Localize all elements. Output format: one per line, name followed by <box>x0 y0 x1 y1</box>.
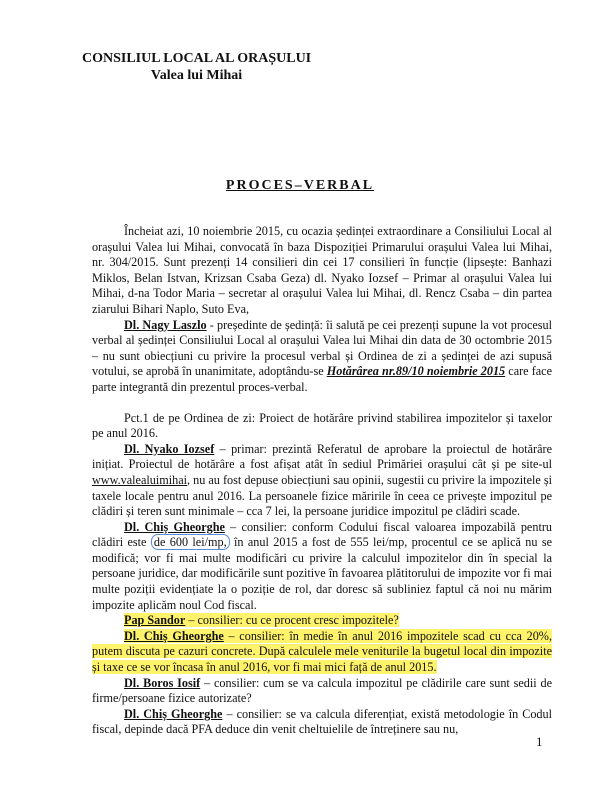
intro-paragraph <box>92 224 552 318</box>
chis1-text-2: în anul 2015 a fost de 555 lei/mp, procentul ce se aplică nu se modifică; vor fi mai multe modificări cu privire la calculul impozitelor din în special la persoane juridice, dar modificările sunt pozitive în favoarea plătitorului de impozite vor fi mai multe poziții evidențiate la o poziție de rol, dar doresc să subliniez faptul că noi nu mărim impozite aplicăm noul Cod fiscal. <box>92 535 552 612</box>
decision-reference: Hotărârea nr.89/10 noiembrie 2015 <box>326 364 506 379</box>
document-body <box>92 224 552 738</box>
speaker-nyako: Dl. Nyako Iozsef <box>124 441 215 456</box>
paragraph-chis-1 <box>92 520 552 614</box>
document-title: PROCES–VERBAL <box>225 178 375 193</box>
page-number: 1 <box>536 734 543 749</box>
intro-text: Încheiat azi, 10 noiembrie 2015, cu ocazia ședinței extraordinare a Consiliului Local al orașului Valea lui Mihai, convocată în baza Dispoziției Primarului orașului Valea lui Mihai, nr. 304/2015. Sunt prezenți 14 consilieri din cei 17 consilieri în funcție (lipsește: Banhazi Miklos, Belan Istvan, Krizsan Csaba Geza) dl. Nyako Iozsef – Primar al orașului Valea lui Mihai, d-na Todor Maria – secretar al orașului Valea lui Mihai, dl. Rencz Csaba – din partea ziarului Bihari Naplo, Suto Eva, <box>92 224 552 316</box>
paragraph-pap <box>92 613 552 629</box>
speaker-chis-1: Dl. Chiș Gheorghe <box>124 519 225 534</box>
nagy-text-1: - președinte de ședință: îi salută pe cei prezenți supune la vot procesul verbal al ședinței Consiliului Local al orașului Valea lui Mihai din data de 30 octombrie 2015 – nu sunt obiecțiuni cu privire la procesul verbal și Ordinea de zi a ședinței de azi supusă votului, se aprobă în unanimitate, adoptându-se <box>92 317 553 379</box>
document-header <box>82 50 311 84</box>
boros-text: – consilier: cum se va calcula impozitul pe clădirile care sunt sedii de firme/persoane fizice autorizate? <box>92 675 552 706</box>
paragraph-nagy <box>92 318 552 396</box>
speaker-pap: Pap Sandor <box>124 613 186 628</box>
paragraph-chis-3 <box>92 707 552 738</box>
town-name: Valea lui Mihai <box>150 68 243 83</box>
agenda-paragraph <box>92 411 552 442</box>
speaker-chis-2: Dl. Chiș Gheorghe <box>124 628 224 643</box>
chis3-text: – consilier: se va calcula diferențiat, există metodologie în Codul fiscal, depinde dacă PFA deduce din venit cheltuielile de întreținere sau nu, <box>92 706 552 737</box>
nagy-text-2: care face parte integrantă din prezentul proces-verbal. <box>92 364 552 394</box>
website-link[interactable]: www.valealuimihai <box>92 472 187 487</box>
speaker-nagy: Dl. Nagy Laszlo <box>124 317 207 332</box>
value-highlight: de 600 lei/mp, <box>151 534 230 550</box>
pap-text: – consilier: cu ce procent cresc impozitele? <box>185 613 399 628</box>
paragraph-chis-2 <box>92 629 552 676</box>
agenda-text: Pct.1 de pe Ordinea de zi: Proiect de hotărâre privind stabilirea impozitelor și taxelor pe anul 2016. <box>92 410 552 441</box>
chis2-text: – consilier: în medie în anul 2016 impozitele scad cu cca 20%, putem discuta pe cazuri concrete. După calculele mele veniturile la bugetul local din impozite și taxe ce se vor încasa în anul 2016, vor fi mai mici față de anul 2015. <box>92 628 552 675</box>
speaker-chis-3: Dl. Chiș Gheorghe <box>124 706 223 721</box>
council-name: CONSILIUL LOCAL AL ORAȘULUI <box>82 51 312 66</box>
chis1-text-1: – consilier: conform Codului fiscal valoarea impozabilă pentru clădiri este <box>92 519 552 550</box>
nyako-text-2: , nu au fost depuse obiecțiuni sau opinii, sugestii cu privire la impozitele și taxele locale pentru anul 2016. La persoanele fizice măririle în ceea ce privește impozitul pe clădiri și teren sunt minimale – cca 7 lei, la persoane juridice impozitul pe clădiri scade. <box>92 472 552 519</box>
nyako-text-1: – primar: prezintă Referatul de aprobare la proiectul de hotărâre inițiat. Proiectul de hotărâre a fost afișat atât în sediul Primăriei orașului cât și pe site-ul <box>92 441 552 472</box>
paragraph-boros <box>92 676 552 707</box>
paragraph-nyako <box>92 442 552 520</box>
speaker-boros: Dl. Boros Iosif <box>124 675 201 690</box>
